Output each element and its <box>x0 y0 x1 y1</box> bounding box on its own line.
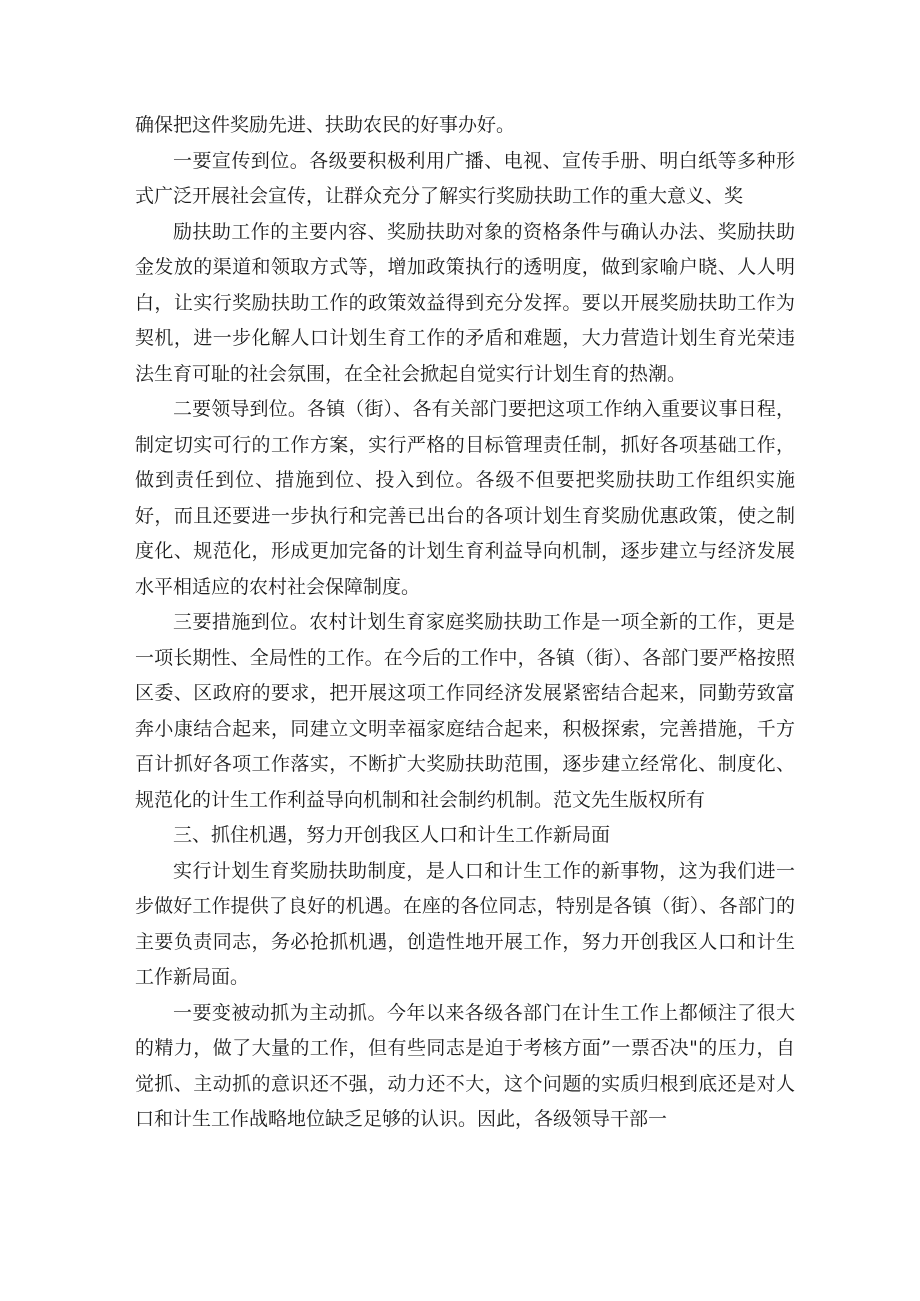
paragraph-6: 实行计划生育奖励扶助制度，是人口和计生工作的新事物，这为我们进一步做好工作提供了良好的机遇。在座的各位同志，特别是各镇（街）、各部门的主要负责同志，务必抢抓机遇，创造性地开展工作，努力开创我区人口和计生工作新局面。 <box>135 859 795 988</box>
paragraph-5: 三要措施到位。农村计划生育家庭奖励扶助工作是一项全新的工作，更是一项长期性、全局性的工作。在今后的工作中，各镇（街）、各部门要严格按照区委、区政府的要求，把开展这项工作同经济发展紧密结合起来，同勤劳致富奔小康结合起来，同建立文明幸福家庭结合起来，积极探索，完善措施，千方百计抓好各项工作落实，不断扩大奖励扶助范围，逐步建立经常化、制度化、规范化的计生工作利益导向机制和社会制约机制。范文先生版权所有 <box>135 611 795 811</box>
paragraph-4: 二要领导到位。各镇（街）、各有关部门要把这项工作纳入重要议事日程，制定切实可行的工作方案，实行严格的目标管理责任制，抓好各项基础工作，做到责任到位、措施到位、投入到位。各级不但要把奖励扶助工作组织实施好，而且还要进一步执行和完善已出台的各项计划生育奖励优惠政策，使之制度化、规范化，形成更加完备的计划生育利益导向机制，逐步建立与经济发展水平相适应的农村社会保障制度。 <box>135 398 795 598</box>
paragraph-1: 确保把这件奖励先进、扶助农民的好事办好。 <box>135 114 516 136</box>
paragraph-7: 一要变被动抓为主动抓。今年以来各级各部门在计生工作上都倾注了很大的精力，做了大量的工作，但有些同志是迫于考核方面”一票否决"的压力，自觉抓、主动抓的意识还不强，动力还不大，这个问题的实质归根到底还是对人口和计生工作战略地位缺乏足够的认识。因此，各级领导干部一 <box>135 1001 795 1130</box>
paragraph-2: 一要宣传到位。各级要积极利用广播、电视、宣传手册、明白纸等多种形式广泛开展社会宣传，让群众充分了解实行奖励扶助工作的重大意义、奖 <box>135 149 795 207</box>
document-body <box>135 108 795 1138</box>
section-heading: 三、抓住机遇，努力开创我区人口和计生工作新局面 <box>173 824 611 846</box>
paragraph-3: 励扶助工作的主要内容、奖励扶助对象的资格条件与确认办法、奖励扶助金发放的渠道和领取方式等，增加政策执行的透明度，做到家喻户晓、人人明白，让实行奖励扶助工作的政策效益得到充分发挥。要以开展奖励扶助工作为契机，进一步化解人口计划生育工作的矛盾和难题，大力营造计划生育光荣违法生育可耻的社会氛围，在全社会掀起自觉实行计划生育的热潮。 <box>135 220 795 385</box>
